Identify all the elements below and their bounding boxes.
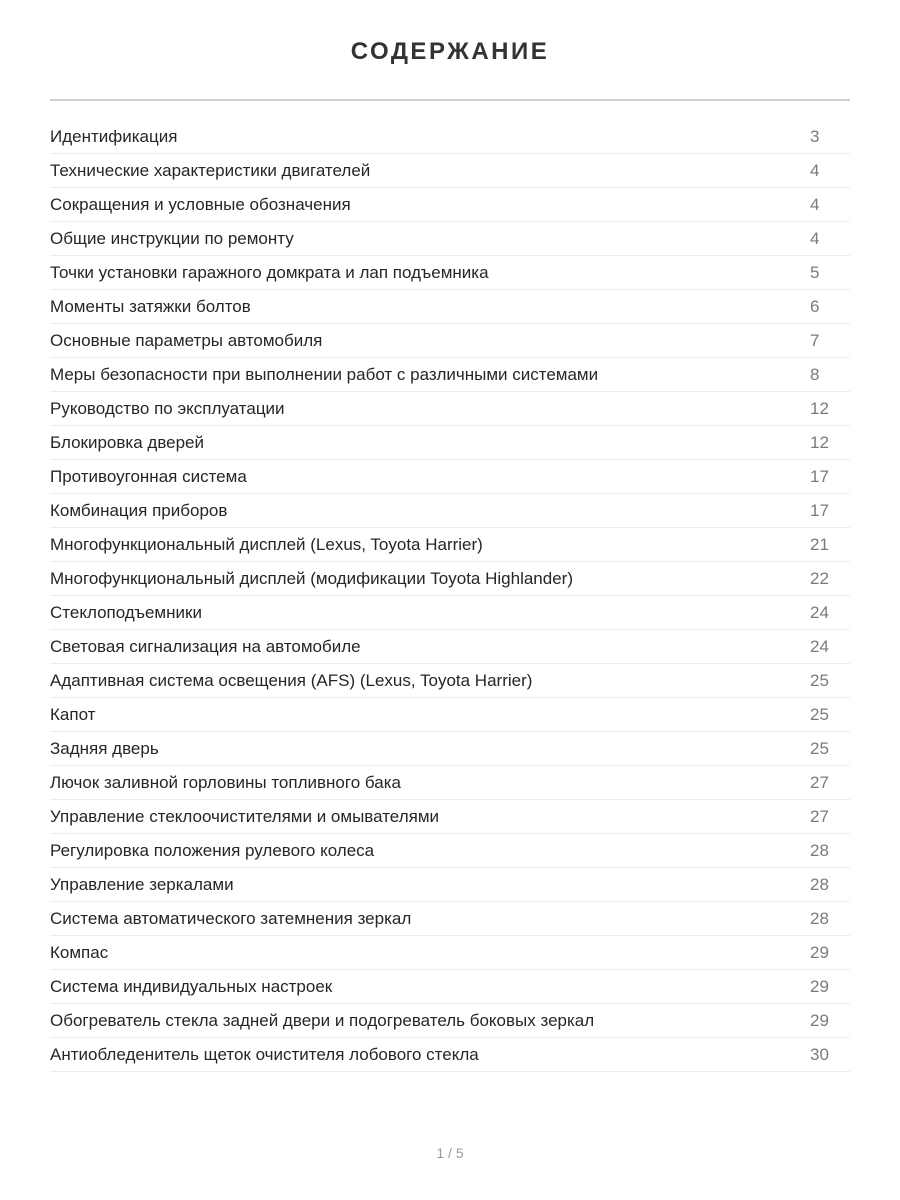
toc-entry-title: Регулировка положения рулевого колеса (50, 840, 375, 860)
toc-entry-page: 24 (810, 636, 829, 656)
toc-entry-page: 4 (810, 160, 820, 180)
toc-entry-page: 7 (810, 330, 820, 350)
toc-entry-page: 4 (810, 228, 820, 248)
toc-entry[interactable] (50, 120, 850, 154)
toc-entry[interactable] (50, 494, 850, 528)
toc-entry[interactable] (50, 936, 850, 970)
page-title: СОДЕРЖАНИЕ (350, 38, 550, 65)
table-of-contents (50, 120, 850, 1072)
toc-entry-page: 28 (810, 874, 829, 894)
toc-entry-title: Противоугонная система (50, 466, 247, 486)
page-indicator: 1 / 5 (436, 1145, 464, 1161)
toc-entry-page: 8 (810, 364, 820, 384)
toc-entry[interactable] (50, 970, 850, 1004)
toc-entry-title: Точки установки гаражного домкрата и лап подъемника (50, 262, 489, 282)
toc-entry[interactable] (50, 426, 850, 460)
toc-entry[interactable] (50, 290, 850, 324)
toc-entry[interactable] (50, 630, 850, 664)
toc-entry-title: Сокращения и условные обозначения (50, 194, 351, 214)
toc-entry[interactable] (50, 562, 850, 596)
toc-entry-title: Комбинация приборов (50, 500, 228, 520)
toc-entry-title: Управление зеркалами (50, 874, 234, 894)
toc-entry[interactable] (50, 732, 850, 766)
toc-entry[interactable] (50, 460, 850, 494)
toc-entry-title: Блокировка дверей (50, 432, 205, 452)
toc-entry[interactable] (50, 392, 850, 426)
toc-entry-page: 30 (810, 1044, 829, 1064)
toc-entry[interactable] (50, 256, 850, 290)
toc-entry-title: Меры безопасности при выполнении работ с различными системами (50, 364, 599, 384)
toc-entry-title: Технические характеристики двигателей (50, 160, 371, 180)
toc-entry-title: Моменты затяжки болтов (50, 296, 251, 316)
toc-entry[interactable] (50, 324, 850, 358)
toc-entry-page: 21 (810, 534, 829, 554)
toc-entry-page: 29 (810, 976, 829, 996)
toc-entry-title: Лючок заливной горловины топливного бака (50, 772, 401, 792)
toc-entry-page: 12 (810, 398, 829, 418)
toc-entry-page: 25 (810, 738, 829, 758)
toc-entry-title: Многофункциональный дисплей (модификации Toyota Highlander) (50, 568, 573, 588)
toc-entry-page: 17 (810, 466, 829, 486)
toc-entry-page: 27 (810, 806, 829, 826)
toc-entry[interactable] (50, 528, 850, 562)
toc-entry[interactable] (50, 664, 850, 698)
toc-entry[interactable] (50, 766, 850, 800)
toc-entry-page: 5 (810, 262, 820, 282)
toc-entry-page: 28 (810, 840, 829, 860)
title-divider (50, 99, 850, 101)
toc-entry-title: Задняя дверь (50, 738, 159, 758)
toc-entry-title: Световая сигнализация на автомобиле (50, 636, 361, 656)
toc-entry-title: Идентификация (50, 126, 178, 146)
toc-entry[interactable] (50, 188, 850, 222)
toc-entry[interactable] (50, 1038, 850, 1072)
toc-entry-page: 12 (810, 432, 829, 452)
toc-entry-title: Адаптивная система освещения (AFS) (Lexus, Toyota Harrier) (50, 670, 533, 690)
toc-entry-title: Антиобледенитель щеток очистителя лобового стекла (50, 1044, 479, 1064)
toc-entry[interactable] (50, 902, 850, 936)
toc-entry-title: Руководство по эксплуатации (50, 398, 285, 418)
toc-entry-title: Обогреватель стекла задней двери и подогреватель боковых зеркал (50, 1010, 595, 1030)
toc-entry[interactable] (50, 698, 850, 732)
toc-entry[interactable] (50, 596, 850, 630)
toc-entry[interactable] (50, 1004, 850, 1038)
toc-entry-page: 6 (810, 296, 820, 316)
toc-entry-title: Капот (50, 704, 96, 724)
toc-entry-page: 29 (810, 942, 829, 962)
toc-entry-title: Стеклоподъемники (50, 602, 202, 622)
toc-entry-title: Компас (50, 942, 109, 962)
toc-entry-page: 29 (810, 1010, 829, 1030)
toc-entry-title: Многофункциональный дисплей (Lexus, Toyota Harrier) (50, 534, 483, 554)
toc-entry[interactable] (50, 358, 850, 392)
toc-entry-title: Система индивидуальных настроек (50, 976, 333, 996)
toc-entry[interactable] (50, 834, 850, 868)
toc-entry-page: 25 (810, 704, 829, 724)
toc-entry-page: 24 (810, 602, 829, 622)
toc-entry-page: 4 (810, 194, 820, 214)
toc-entry-page: 25 (810, 670, 829, 690)
toc-entry[interactable] (50, 800, 850, 834)
toc-entry-page: 27 (810, 772, 829, 792)
toc-entry-page: 22 (810, 568, 829, 588)
toc-entry-title: Управление стеклоочистителями и омывателями (50, 806, 439, 826)
toc-entry[interactable] (50, 868, 850, 902)
toc-entry-page: 17 (810, 500, 829, 520)
toc-entry-title: Общие инструкции по ремонту (50, 228, 294, 248)
toc-entry-page: 28 (810, 908, 829, 928)
toc-entry[interactable] (50, 154, 850, 188)
toc-entry-title: Основные параметры автомобиля (50, 330, 323, 350)
toc-entry-title: Система автоматического затемнения зеркал (50, 908, 412, 928)
toc-entry[interactable] (50, 222, 850, 256)
toc-entry-page: 3 (810, 126, 820, 146)
